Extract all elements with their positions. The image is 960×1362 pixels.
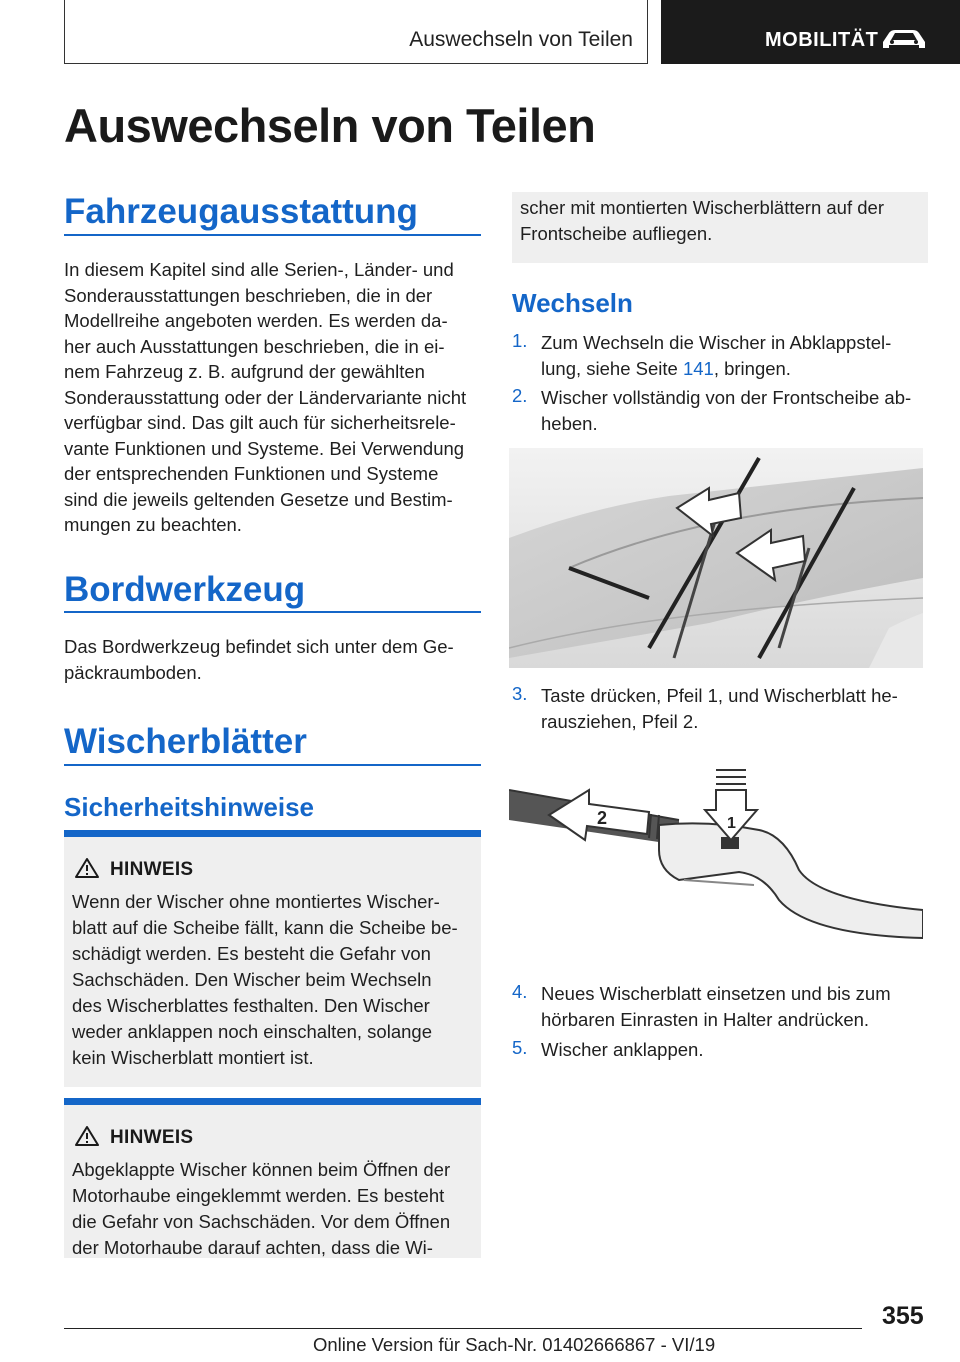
text-line: Taste drücken, Pfeil 1, und Wischerblatt he-: [541, 685, 898, 706]
step-number: 1.: [512, 330, 528, 351]
step-text: [541, 385, 931, 436]
text-line: päckraumboden.: [64, 661, 202, 683]
notice-box: [64, 830, 481, 1087]
text-line: Modellreihe angeboten werden. Es werden da-: [64, 310, 448, 331]
page-title: Auswechseln von Teilen: [64, 99, 596, 152]
step-number: 2.: [512, 385, 528, 406]
paragraph-bordwerkzeug: [64, 634, 484, 685]
text-line: Das Bordwerkzeug befindet sich unter dem Ge-: [64, 636, 454, 657]
text-fragment: lung, siehe Seite: [541, 357, 683, 379]
text-line: her auch Ausstattungen beschrieben, die in ei-: [64, 335, 445, 357]
step-number: 5.: [512, 1037, 528, 1058]
text-line: Sachschäden. Den Wischer beim Wechseln: [72, 969, 432, 990]
text-line: Frontscheibe aufliegen.: [520, 222, 713, 244]
step-text: [541, 330, 931, 381]
header-section-tab: [64, 0, 648, 64]
text-line: heben.: [541, 412, 598, 434]
figure-wiper-blade-removal: [509, 760, 923, 968]
text-line: scher mit montierten Wischerblättern auf der: [520, 197, 884, 218]
heading-rule: [64, 764, 481, 766]
text-line: Motorhaube eingeklemmt werden. Es besteht: [72, 1185, 445, 1206]
text-line: der entsprechenden Funktionen und Systeme: [64, 463, 439, 484]
footer-text: Online Version für Sach-Nr. 01402666867 - VI/19: [313, 1334, 716, 1355]
paragraph-fahrzeugausstattung: [64, 257, 484, 538]
heading-wechseln: Wechseln: [512, 288, 633, 318]
notice-label: HINWEIS: [110, 859, 194, 880]
text-line: rausziehen, Pfeil 2.: [541, 710, 699, 732]
text-line: die Gefahr von Sachschäden. Vor dem Öffnen: [72, 1211, 451, 1232]
step-number: 3.: [512, 683, 528, 704]
text-line: nem Fahrzeug z. B. aufgrund der gewählten: [64, 361, 425, 382]
text-line: blatt auf die Scheibe fällt, kann die Scheibe be-: [72, 917, 458, 938]
text-line: weder anklappen noch einschalten, solange: [72, 1021, 432, 1042]
figure-label-2: 2: [597, 808, 608, 828]
text-line: Wischer vollständig von der Frontscheibe ab-: [541, 387, 912, 408]
figure-label-1: 1: [727, 815, 736, 832]
heading-rule: [64, 611, 481, 613]
text-line: kein Wischerblatt montiert ist.: [72, 1047, 314, 1068]
text-line: Wenn der Wischer ohne montiertes Wischer-: [72, 891, 440, 912]
notice-text: [72, 1157, 472, 1261]
text-line: vante Funktionen und Systeme. Bei Verwendung: [64, 437, 465, 459]
text-line: schädigt werden. Es besteht die Gefahr von: [72, 943, 431, 964]
text-line: Sonderausstattungen beschrieben, die in der: [64, 284, 433, 306]
text-line: [541, 356, 931, 382]
text-line: verfügbar sind. Das gilt auch für sicherheitsrele-: [64, 412, 456, 433]
figure-windshield-wipers: [509, 448, 923, 668]
text-line: des Wischerblattes festhalten. Den Wischer: [72, 995, 430, 1016]
text-line: Zum Wechseln die Wischer in Abklappstel-: [541, 332, 892, 353]
car-icon: [879, 28, 929, 52]
heading-rule: [64, 234, 481, 236]
notice-text: [72, 889, 472, 1071]
text-line: Sonderausstattung oder der Ländervariante nicht: [64, 386, 467, 408]
notice-box: [64, 1098, 481, 1258]
heading-bordwerkzeug: Bordwerkzeug: [64, 570, 306, 609]
heading-sicherheitshinweise: Sicherheitshinweise: [64, 792, 314, 822]
header-section-title: Auswechseln von Teilen: [409, 28, 633, 51]
notice-text: [520, 195, 925, 246]
text-line: hörbaren Einrasten in Halter andrücken.: [541, 1008, 870, 1030]
footer-rule: [64, 1328, 862, 1329]
text-line: mungen zu beachten.: [64, 514, 242, 535]
warning-icon: [74, 857, 100, 879]
page-number: 355: [882, 1302, 924, 1330]
step-text: [541, 683, 931, 734]
heading-fahrzeugausstattung: Fahrzeugausstattung: [64, 192, 418, 231]
notice-continuation: [512, 192, 928, 263]
text-line: In diesem Kapitel sind alle Serien-, Länder- und: [64, 259, 454, 280]
warning-icon: [74, 1125, 100, 1147]
step-text: [541, 1037, 931, 1063]
text-line: sind die jeweils geltenden Gesetze und Bestim-: [64, 488, 453, 510]
header-chapter-title: MOBILITÄT: [765, 29, 879, 51]
text-line: Wischer anklappen.: [541, 1039, 704, 1060]
step-text: [541, 981, 931, 1032]
header-chapter-tab: [661, 0, 960, 64]
text-line: der Motorhaube darauf achten, dass die Wi-: [72, 1237, 433, 1258]
text-line: Neues Wischerblatt einsetzen und bis zum: [541, 983, 891, 1004]
notice-label: HINWEIS: [110, 1127, 194, 1148]
text-fragment: , bringen.: [713, 357, 791, 379]
step-number: 4.: [512, 981, 528, 1002]
text-line: Abgeklappte Wischer können beim Öffnen der: [72, 1159, 451, 1180]
page-link[interactable]: 141: [682, 357, 714, 379]
heading-wischerblaetter: Wischerblätter: [64, 722, 307, 761]
